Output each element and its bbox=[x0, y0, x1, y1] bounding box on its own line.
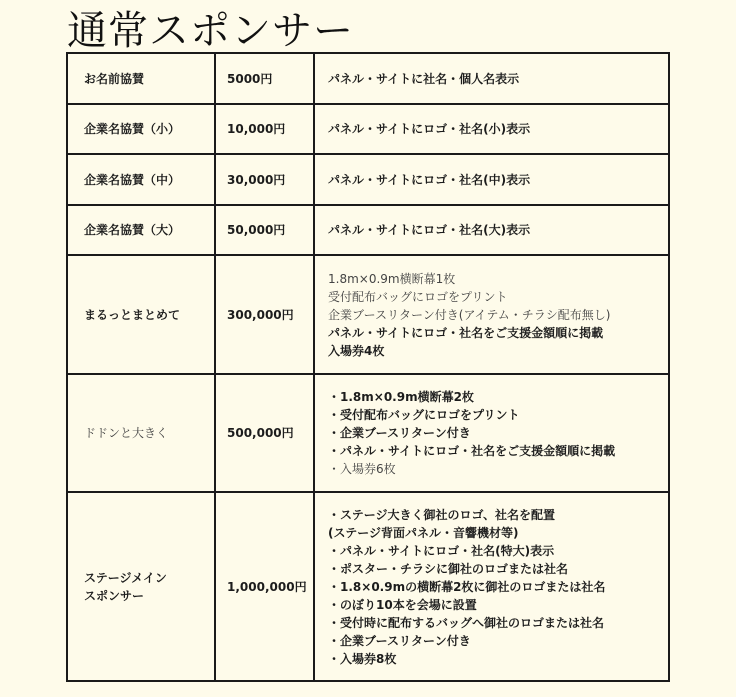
plan-name: まるっとまとめて bbox=[67, 255, 215, 374]
plan-price: 300,000円 bbox=[215, 255, 314, 374]
detail-line: ・ポスター・チラシに御社のロゴまたは社名 bbox=[328, 561, 569, 576]
plan-price: 1,000,000円 bbox=[215, 492, 314, 681]
detail-line: 受付配布バッグにロゴをプリント bbox=[328, 289, 508, 304]
plan-details bbox=[314, 53, 669, 104]
detail-line: ・1.8×0.9mの横断幕2枚に御社のロゴまたは社名 bbox=[328, 579, 606, 594]
plan-name: 企業名協賛（大） bbox=[67, 205, 215, 255]
detail-line: ・企業ブースリターン付き bbox=[328, 633, 471, 648]
table-row bbox=[67, 255, 669, 374]
plan-price: 30,000円 bbox=[215, 154, 314, 205]
detail-line: パネル・サイトにロゴ・社名(大)表示 bbox=[328, 223, 531, 237]
plan-name: 企業名協賛（小） bbox=[67, 104, 215, 154]
detail-line: ・入場券6枚 bbox=[328, 462, 396, 476]
plan-details bbox=[314, 255, 669, 374]
detail-line: パネル・サイトにロゴ・社名(小)表示 bbox=[328, 122, 531, 136]
detail-line: ・企業ブースリターン付き bbox=[328, 426, 471, 440]
detail-line: パネル・サイトにロゴ・社名をご支援金額順に掲載 bbox=[328, 325, 604, 340]
detail-line: ・パネル・サイトにロゴ・社名(特大)表示 bbox=[328, 543, 555, 558]
detail-line: ・受付配布バッグにロゴをプリント bbox=[328, 408, 520, 422]
table-row bbox=[67, 205, 669, 255]
detail-line: ・受付時に配布するバッグへ御社のロゴまたは社名 bbox=[328, 615, 605, 630]
detail-line: (ステージ背面パネル・音響機材等) bbox=[328, 525, 519, 540]
table-row bbox=[67, 104, 669, 154]
plan-details bbox=[314, 205, 669, 255]
detail-line: パネル・サイトにロゴ・社名(中)表示 bbox=[328, 172, 531, 187]
detail-line: ・入場券8枚 bbox=[328, 651, 397, 666]
detail-line: ・1.8m×0.9m横断幕2枚 bbox=[328, 390, 474, 404]
plan-name: お名前協賛 bbox=[67, 53, 215, 104]
detail-line: ・ステージ大きく御社のロゴ、社名を配置 bbox=[328, 507, 556, 522]
plan-name: ドドンと大きく bbox=[67, 374, 215, 492]
detail-line: 企業ブースリターン付き(アイテム・チラシ配布無し) bbox=[328, 307, 611, 322]
plan-name-line: スポンサー bbox=[84, 588, 145, 603]
plan-name bbox=[67, 492, 215, 681]
plan-price: 50,000円 bbox=[215, 205, 314, 255]
plan-details bbox=[314, 104, 669, 154]
sponsor-table bbox=[66, 52, 670, 682]
plan-price: 10,000円 bbox=[215, 104, 314, 154]
plan-price: 5000円 bbox=[215, 53, 314, 104]
detail-line: パネル・サイトに社名・個人名表示 bbox=[328, 71, 520, 86]
plan-name-line: ステージメイン bbox=[84, 570, 167, 585]
plan-price: 500,000円 bbox=[215, 374, 314, 492]
table-row bbox=[67, 53, 669, 104]
plan-name: 企業名協賛（中） bbox=[67, 154, 215, 205]
detail-line: ・パネル・サイトにロゴ・社名をご支援金額順に掲載 bbox=[328, 444, 616, 458]
plan-details bbox=[314, 492, 669, 681]
detail-line: 1.8m×0.9m横断幕1枚 bbox=[328, 271, 456, 286]
plan-details bbox=[314, 374, 669, 492]
table-row bbox=[67, 492, 669, 681]
table-row bbox=[67, 154, 669, 205]
page-title: 通常スポンサー bbox=[67, 8, 354, 54]
plan-details bbox=[314, 154, 669, 205]
detail-line: ・のぼり10本を会場に設置 bbox=[328, 597, 477, 612]
table-row bbox=[67, 374, 669, 492]
detail-line: 入場券4枚 bbox=[328, 343, 385, 358]
